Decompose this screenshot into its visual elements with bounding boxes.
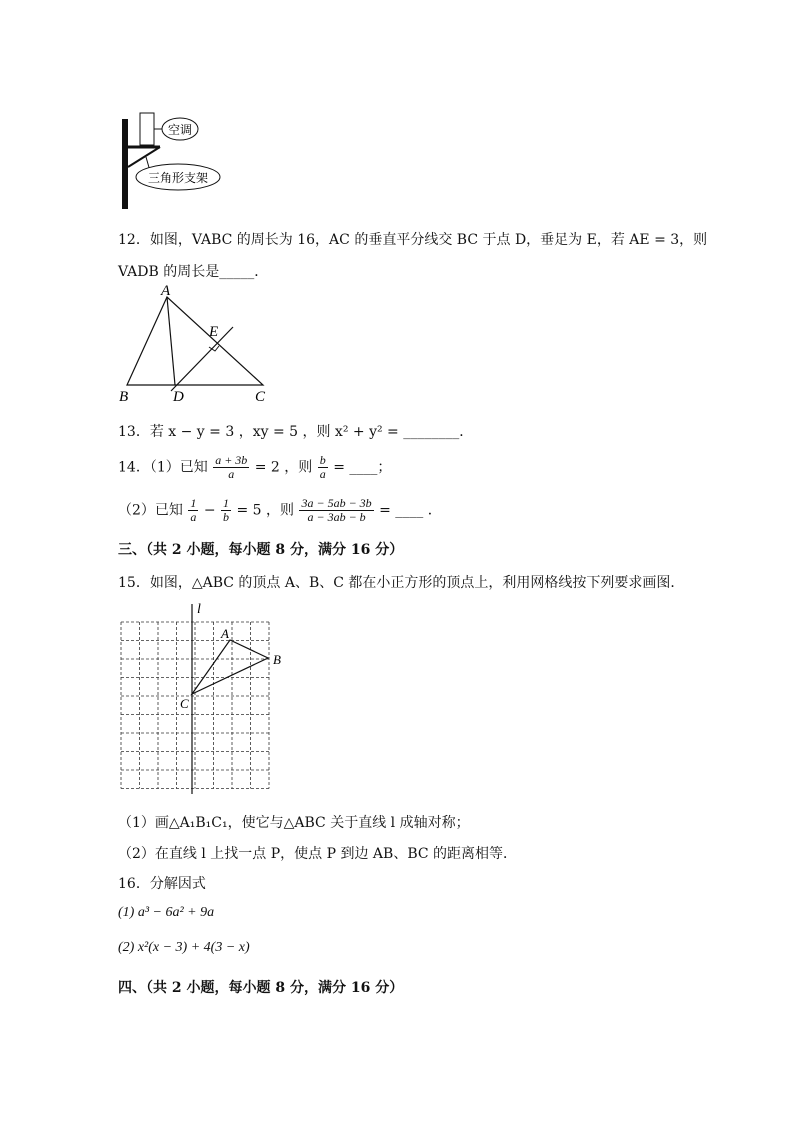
label-bracket: 三角形支架 (147, 171, 209, 185)
ac-unit (140, 113, 154, 145)
label-a: A (161, 283, 171, 299)
label-d: D (173, 389, 184, 405)
q14-part2: （2）已知 $\frac{1}{a}$ − $\frac{1}{b}$ = 5 ，则 $\frac{3a - 5ab - 3b}{a - 3ab - b}$ = ____ ． (118, 496, 442, 524)
grid-label-b: B (273, 652, 281, 667)
q14-part1 (118, 454, 391, 481)
q13: 13．若 x − y = 3 ，xy = 5 ，则 x² + y² = ________． (118, 424, 474, 440)
q14-p1-pre: 14．（1）已知 (118, 459, 208, 476)
label-b: B (119, 389, 129, 405)
section-4-heading: 四、（共 2 小题，每小题 8 分，满分 16 分） (118, 980, 404, 996)
grid-label-c: C (180, 696, 189, 711)
label-c: C (255, 389, 266, 405)
q14-p1-mid: = 2 ，则 (254, 459, 313, 476)
label-e: E (209, 324, 219, 340)
section-3-heading: 三、（共 2 小题，每小题 8 分，满分 16 分） (118, 542, 404, 558)
q16-title: 16．分解因式 (118, 876, 206, 892)
q16-expr2: (2) x²(x − 3) + 4(3 − x) (118, 940, 250, 955)
triangle-abc (127, 297, 263, 385)
q15-text: 15．如图，△ABC 的顶点 A、B、C 都在小正方形的顶点上，利用网格线按下列要求画图． (118, 575, 685, 591)
q14-p2-frac1: $\frac{1}{a}$ (190, 496, 197, 524)
grid-label-a: A (221, 626, 229, 641)
q15-part2: （2）在直线 l 上找一点 P，使点 P 到边 AB、BC 的距离相等． (118, 846, 518, 862)
dashed-grid (121, 622, 269, 789)
wall (122, 119, 128, 209)
segment-ad (167, 297, 175, 385)
q16-expr1: (1) a³ − 6a² + 9a (118, 905, 215, 920)
q14-p1-frac2: $\frac{b}{a}$ (319, 453, 326, 481)
ac-bracket-figure (110, 105, 240, 215)
q14-p2-frac3: $\frac{3a - 5ab - 3b}{a - 3ab - b}$ (301, 496, 372, 524)
q14-p2-pre: （2）已知 (118, 502, 183, 519)
q12-line1: 12．如图，VABC 的周长为 16，AC 的垂直平分线交 BC 于点 D，垂足为 E，若 AE = 3，则 (118, 232, 708, 248)
triangle-abc-grid (192, 640, 268, 694)
q14-p2-frac2: $\frac{1}{b}$ (223, 496, 230, 524)
q12-line2: VADB 的周长是_____． (118, 264, 269, 280)
q14-p1-end: = ____； (333, 459, 392, 476)
perpendicular-bisector (171, 327, 233, 391)
q14-p1-frac: $\frac{a + 3b}{a}$ (215, 453, 248, 481)
label-l: l (197, 602, 201, 617)
q12-triangle-figure (115, 283, 285, 408)
q15-grid-figure (112, 598, 297, 798)
label-ac: 空调 (167, 123, 193, 137)
q14-p2-end: = ____ ． (379, 502, 442, 519)
q15-part1: （1）画△A₁B₁C₁，使它与△ABC 关于直线 l 成轴对称； (118, 815, 470, 831)
q14-p2-mid: = 5 ，则 (236, 502, 295, 519)
bracket-diagonal (128, 147, 160, 167)
